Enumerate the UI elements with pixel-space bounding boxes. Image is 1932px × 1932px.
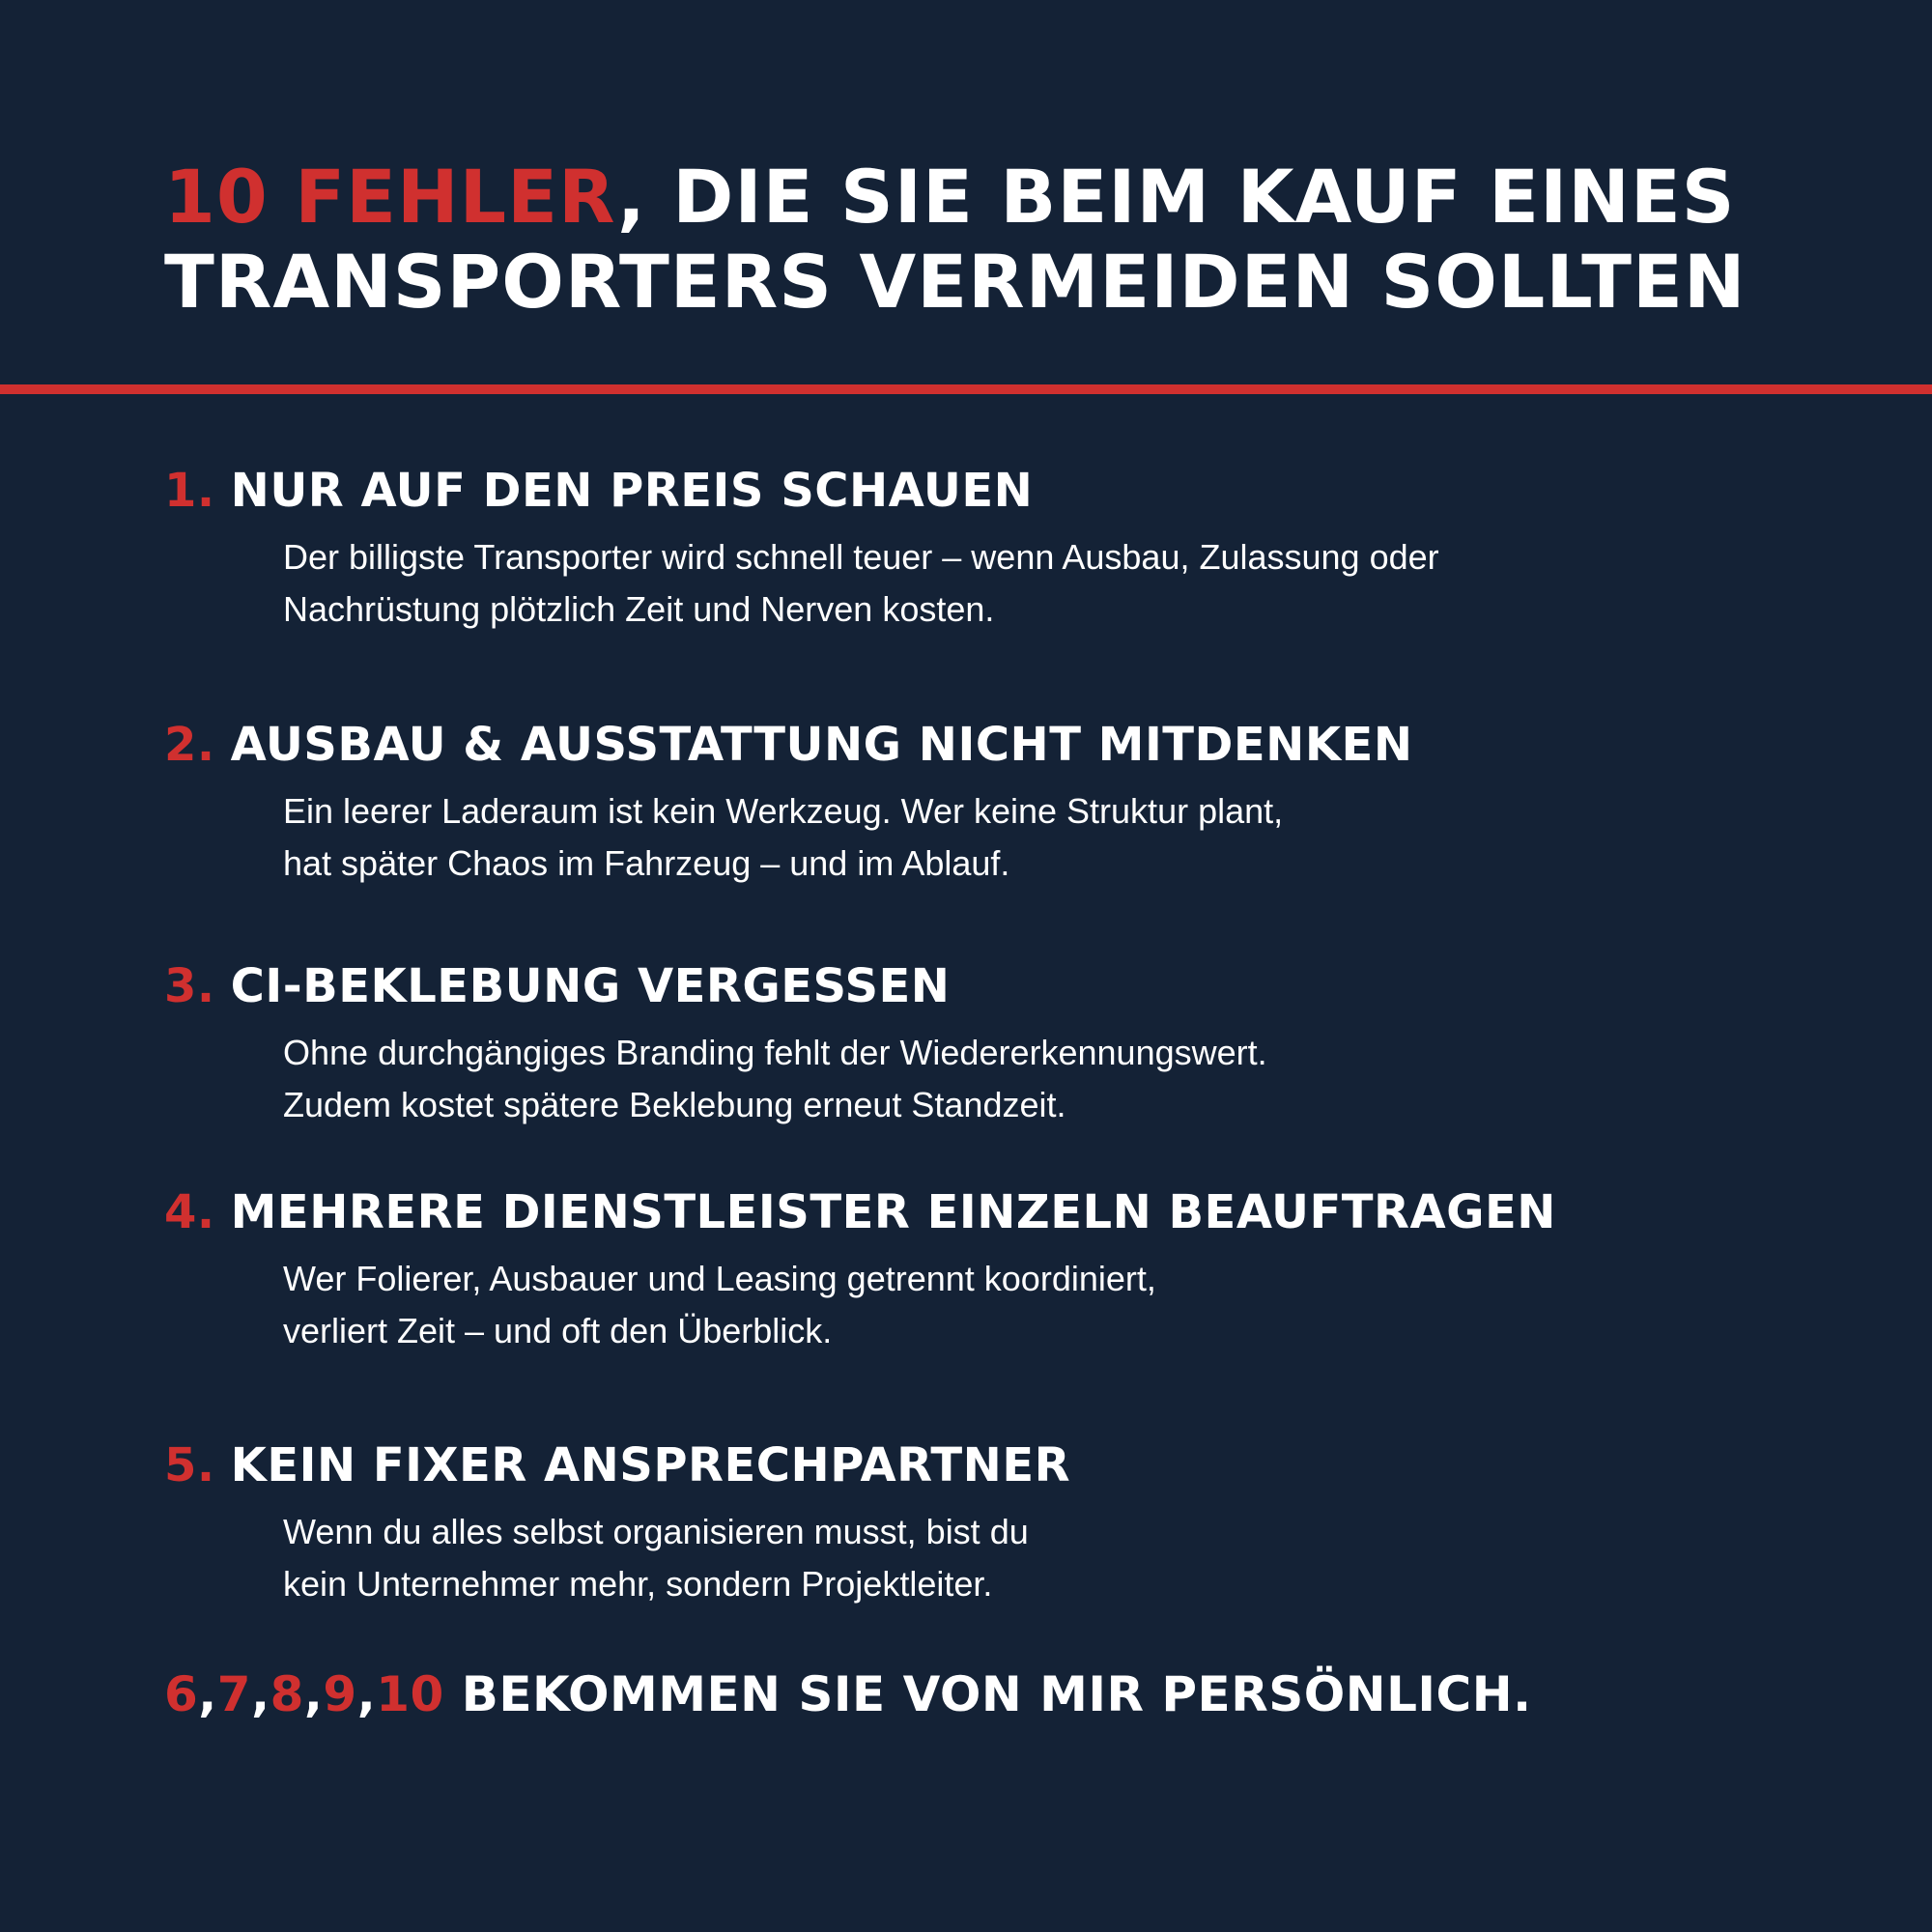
- mistake-description: [283, 1027, 1829, 1131]
- mistake-title: MEHRERE DIENSTLEISTER EINZELN BEAUFTRAGEN: [230, 1185, 1556, 1239]
- mistake-number: 4.: [164, 1185, 215, 1239]
- footer-comma: ,: [303, 1666, 324, 1722]
- description-line: Wer Folierer, Ausbauer und Leasing getrennt koordiniert,: [283, 1259, 1156, 1298]
- footer-number-10: 10: [376, 1666, 444, 1722]
- footer-comma: ,: [356, 1666, 377, 1722]
- mistake-item-5: [164, 1436, 1826, 1610]
- description-line: kein Unternehmer mehr, sondern Projektleiter.: [283, 1564, 993, 1604]
- footer-number-8: 8: [270, 1666, 304, 1722]
- mistake-heading: [164, 1183, 1826, 1241]
- footer-comma: ,: [198, 1666, 217, 1722]
- description-line: Ohne durchgängiges Branding fehlt der Wiedererkennungswert.: [283, 1033, 1267, 1072]
- mistake-title: AUSBAU & AUSSTATTUNG NICHT MITDENKEN: [230, 718, 1413, 772]
- mistake-heading: [164, 462, 1826, 520]
- mistake-title: NUR AUF DEN PREIS SCHAUEN: [230, 464, 1034, 518]
- mistake-item-2: [164, 716, 1826, 890]
- description-line: Ein leerer Laderaum ist kein Werkzeug. Wer keine Struktur plant,: [283, 791, 1284, 831]
- mistake-item-4: [164, 1183, 1826, 1357]
- description-line: Der billigste Transporter wird schnell teuer – wenn Ausbau, Zulassung oder: [283, 537, 1439, 577]
- mistake-heading: [164, 716, 1826, 774]
- description-line: verliert Zeit – und oft den Überblick.: [283, 1311, 833, 1350]
- mistake-number: 1.: [164, 464, 215, 518]
- mistake-description: [283, 531, 1829, 636]
- footer-number-9: 9: [323, 1666, 357, 1722]
- footer-callout: [164, 1665, 1532, 1723]
- footer-number-7: 7: [216, 1666, 252, 1722]
- mistake-number: 3.: [164, 959, 215, 1013]
- mistake-description: [283, 1506, 1829, 1610]
- mistake-title: KEIN FIXER ANSPRECHPARTNER: [230, 1438, 1071, 1492]
- footer-text: BEKOMMEN SIE VON MIR PERSÖNLICH.: [461, 1666, 1532, 1722]
- title-line1-rest: , DIE SIE BEIM KAUF EINES: [616, 154, 1736, 240]
- page-title: [164, 155, 1806, 325]
- mistake-heading: [164, 1436, 1826, 1494]
- footer-number-6: 6: [164, 1666, 199, 1722]
- mistake-description: [283, 1253, 1829, 1357]
- mistake-description: [283, 785, 1829, 890]
- mistake-number: 2.: [164, 718, 215, 772]
- mistake-number: 5.: [164, 1438, 215, 1492]
- description-line: Nachrüstung plötzlich Zeit und Nerven kosten.: [283, 589, 995, 629]
- description-line: hat später Chaos im Fahrzeug – und im Ablauf.: [283, 843, 1010, 883]
- description-line: Wenn du alles selbst organisieren musst, bist du: [283, 1512, 1029, 1551]
- description-line: Zudem kostet spätere Beklebung erneut Standzeit.: [283, 1085, 1066, 1124]
- footer-comma: ,: [251, 1666, 270, 1722]
- mistake-item-1: [164, 462, 1826, 636]
- mistake-heading: [164, 957, 1826, 1015]
- mistake-item-3: [164, 957, 1826, 1131]
- title-accent: 10 FEHLER: [164, 154, 617, 240]
- title-line2: TRANSPORTERS VERMEIDEN SOLLTEN: [164, 239, 1747, 325]
- mistake-title: CI-BEKLEBUNG VERGESSEN: [230, 959, 951, 1013]
- red-divider: [0, 384, 1932, 394]
